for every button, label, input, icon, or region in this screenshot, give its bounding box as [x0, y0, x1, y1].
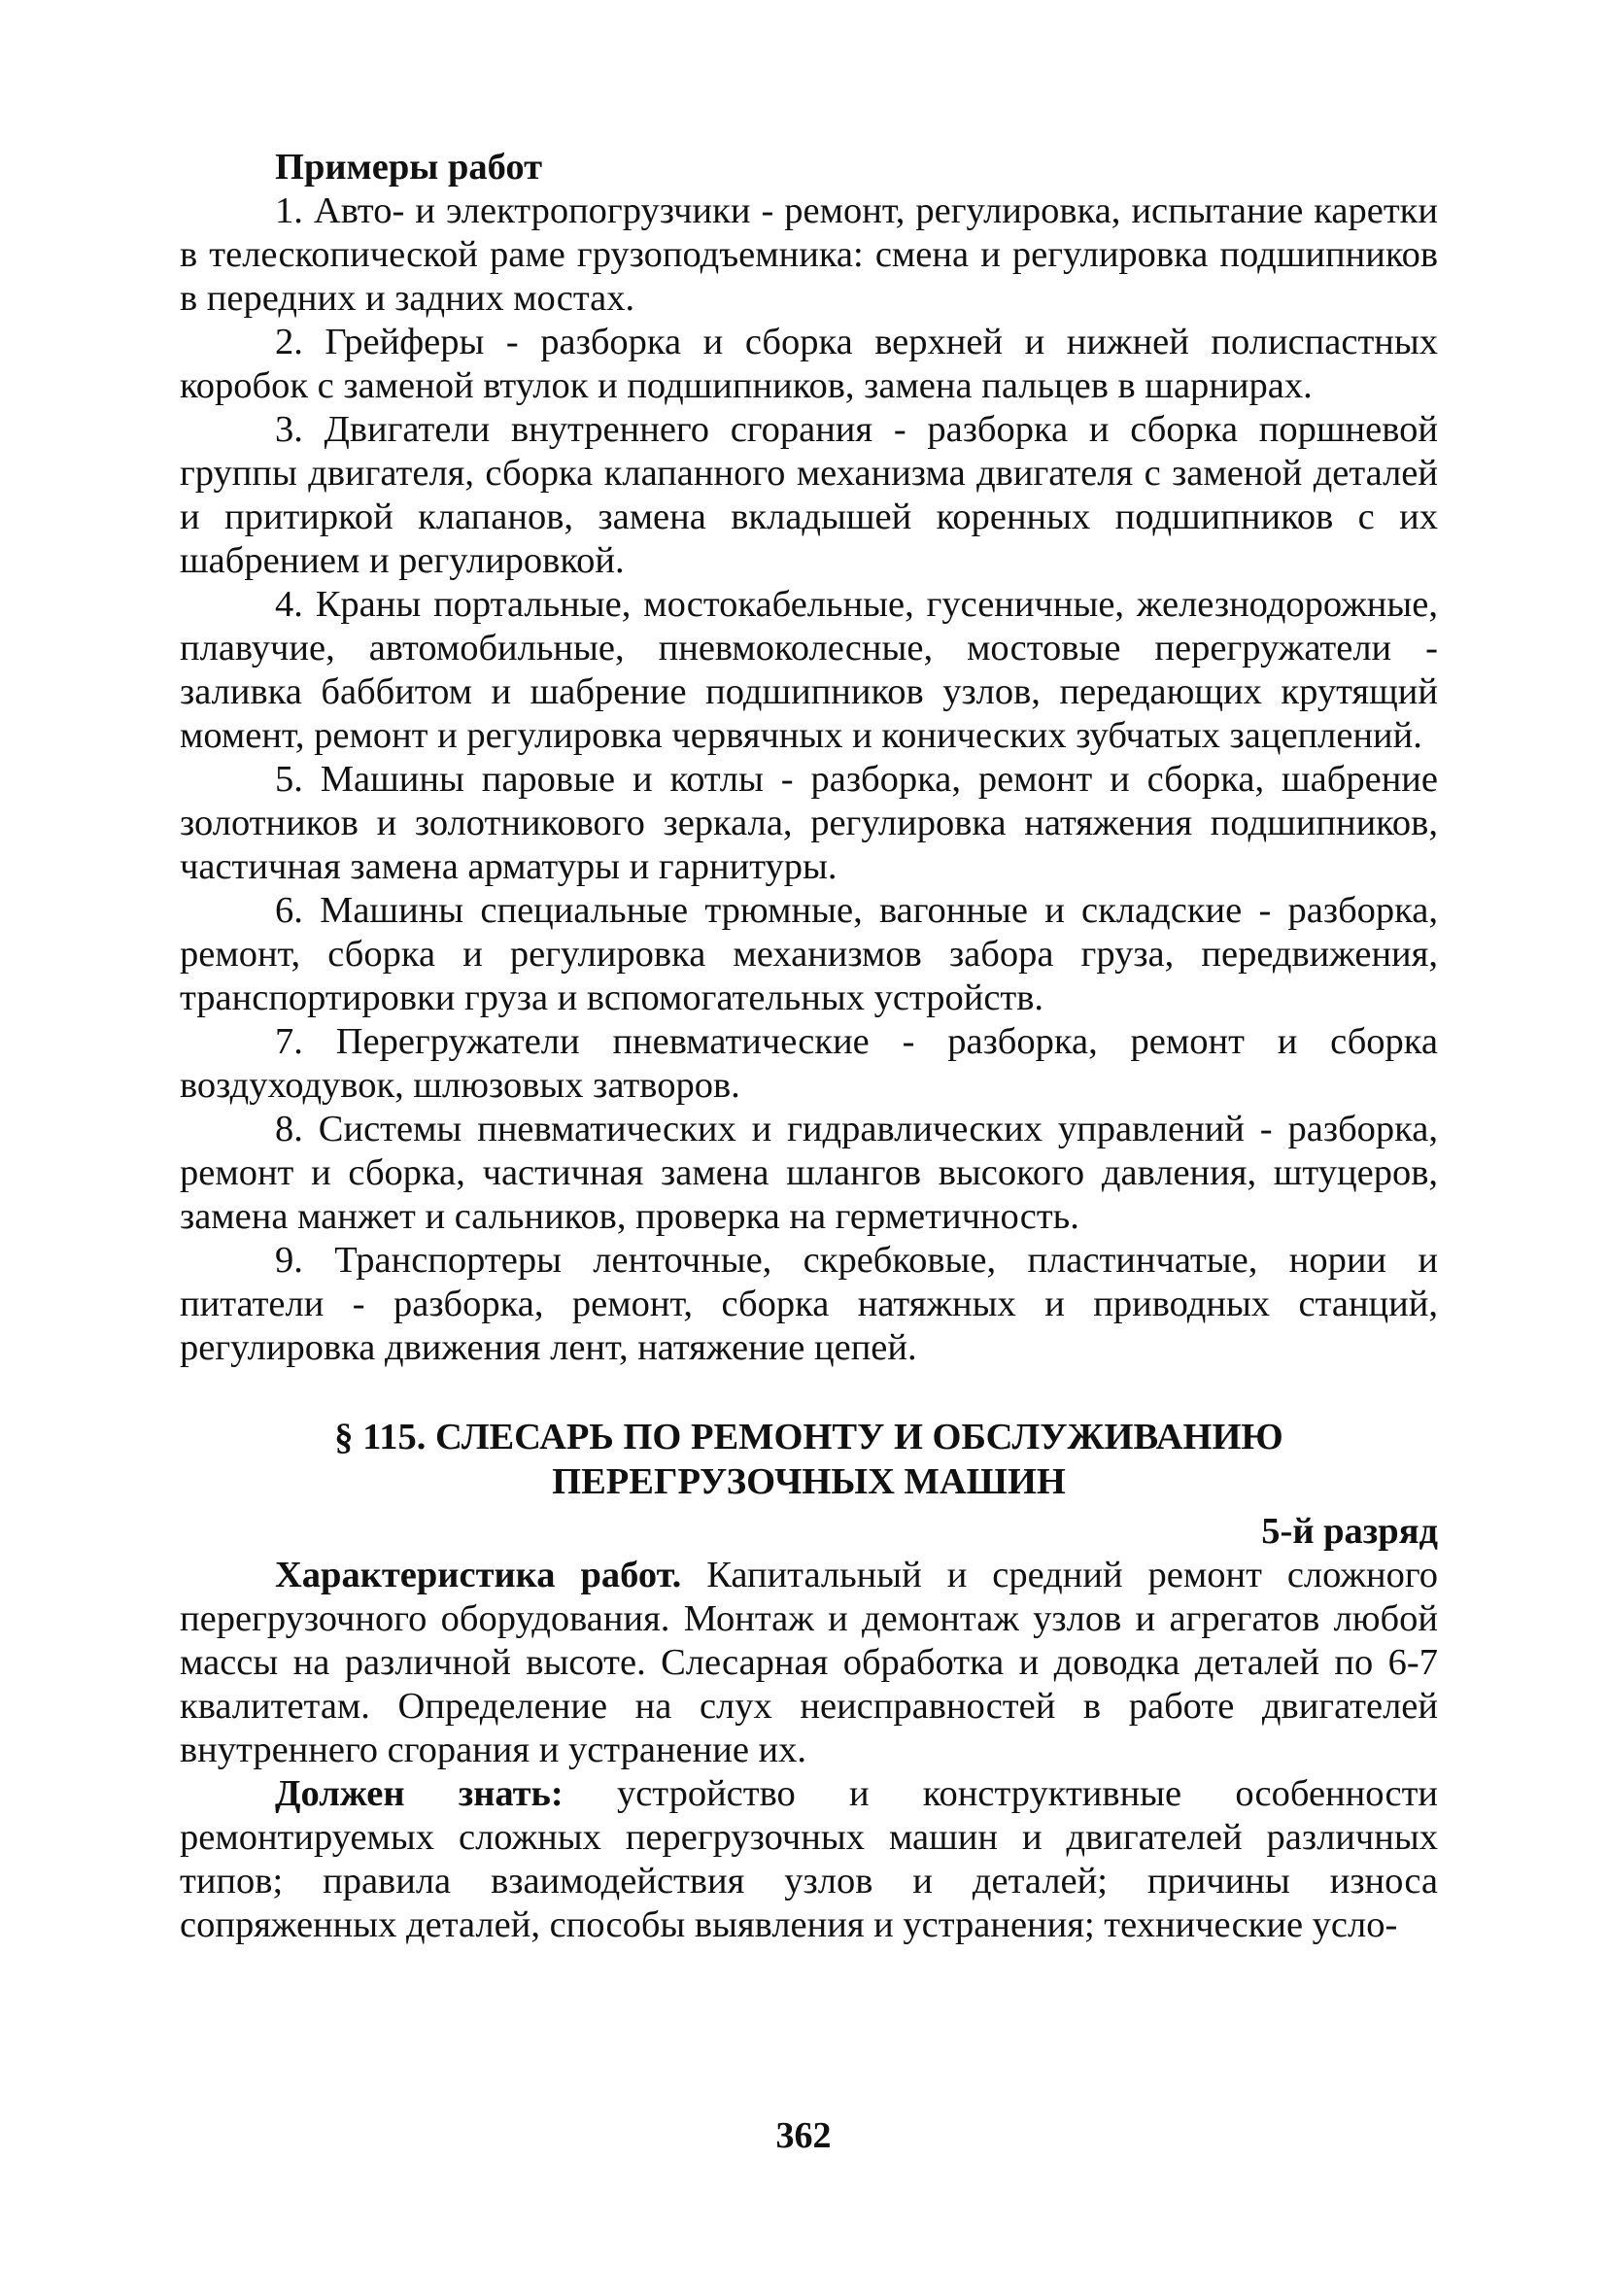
must-know-text: устройство и конструктивные особенности ремонтируемых сложных перегрузочных машин и двигателей различных типов; правила взаимодействия узлов и деталей; причины износа сопряженных деталей, способы выявления и устранения; технические усло-	[180, 1773, 1438, 1945]
example-item: 1. Авто- и электропогрузчики - ремонт, регулировка, испытание каретки в телескопической раме грузоподъемника: смена и регулировка подшипников в передних и задних мостах.	[180, 190, 1438, 319]
characteristic-text: Капитальный и средний ремонт сложного перегрузочного оборудования. Монтаж и демонтаж узлов и агрегатов любой массы на различной высоте. Слесарная обработка и доводка деталей по 6-7 квалитетам. Определение на слух неисправностей в работе двигателей внутреннего сгорания и устранение их.	[180, 1555, 1438, 1770]
example-item: 3. Двигатели внутреннего сгорания - разборка и сборка поршневой группы двигателя, сборка клапанного механизма двигателя с заменой деталей и притиркой клапанов, замена вкладышей коренных подшипников с их шабрением и регулировкой.	[180, 409, 1438, 581]
example-item: 4. Краны портальные, мостокабельные, гусеничные, железнодорожные, плавучие, автомобильные, пневмоколесные, мостовые перегружатели - заливка баббитом и шабрение подшипников узлов, передающих крутящий момент, ремонт и регулировка червячных и конических зубчатых зацеплений.	[180, 584, 1438, 756]
example-item: 8. Системы пневматических и гидравлических управлений - разборка, ремонт и сборка, частичная замена шлангов высокого давления, штуцеров, замена манжет и сальников, проверка на герметичность.	[180, 1109, 1438, 1237]
section-title	[180, 1415, 1438, 1504]
examples-list	[180, 189, 1438, 1370]
section-title-line2: ПЕРЕГРУЗОЧНЫХ МАШИН	[552, 1461, 1066, 1502]
must-know-label: Должен знать:	[275, 1773, 564, 1814]
example-item: 9. Транспортеры ленточные, скребковые, пластинчатые, нории и питатели - разборка, ремонт, сборка натяжных и приводных станций, регулировка движения лент, натяжение цепей.	[180, 1240, 1438, 1368]
characteristic-paragraph	[180, 1554, 1438, 1772]
section-title-line1: § 115. СЛЕСАРЬ ПО РЕМОНТУ И ОБСЛУЖИВАНИЮ	[334, 1417, 1283, 1457]
example-item: 6. Машины специальные трюмные, вагонные и складские - разборка, ремонт, сборка и регулировка механизмов забора груза, передвижения, транспортировки груза и вспомогательных устройств.	[180, 890, 1438, 1018]
grade-label: 5-й разряд	[1261, 1511, 1438, 1552]
must-know-paragraph	[180, 1772, 1438, 1947]
characteristic-label: Характеристика работ.	[275, 1555, 682, 1595]
example-item: 5. Машины паровые и котлы - разборка, ремонт и сборка, шабрение золотников и золотникового зеркала, регулировка натяжения подшипников, частичная замена арматуры и гарнитуры.	[180, 759, 1438, 887]
example-item: 7. Перегружатели пневматические - разборка, ремонт и сборка воздуходувок, шлюзовых затворов.	[180, 1021, 1438, 1106]
examples-heading: Примеры работ	[275, 147, 543, 188]
example-item: 2. Грейферы - разборка и сборка верхней и нижней полиспастных коробок с заменой втулок и подшипников, замена пальцев в шарнирах.	[180, 322, 1438, 406]
document-page	[180, 146, 1438, 1947]
page-number: 362	[775, 2115, 832, 2156]
